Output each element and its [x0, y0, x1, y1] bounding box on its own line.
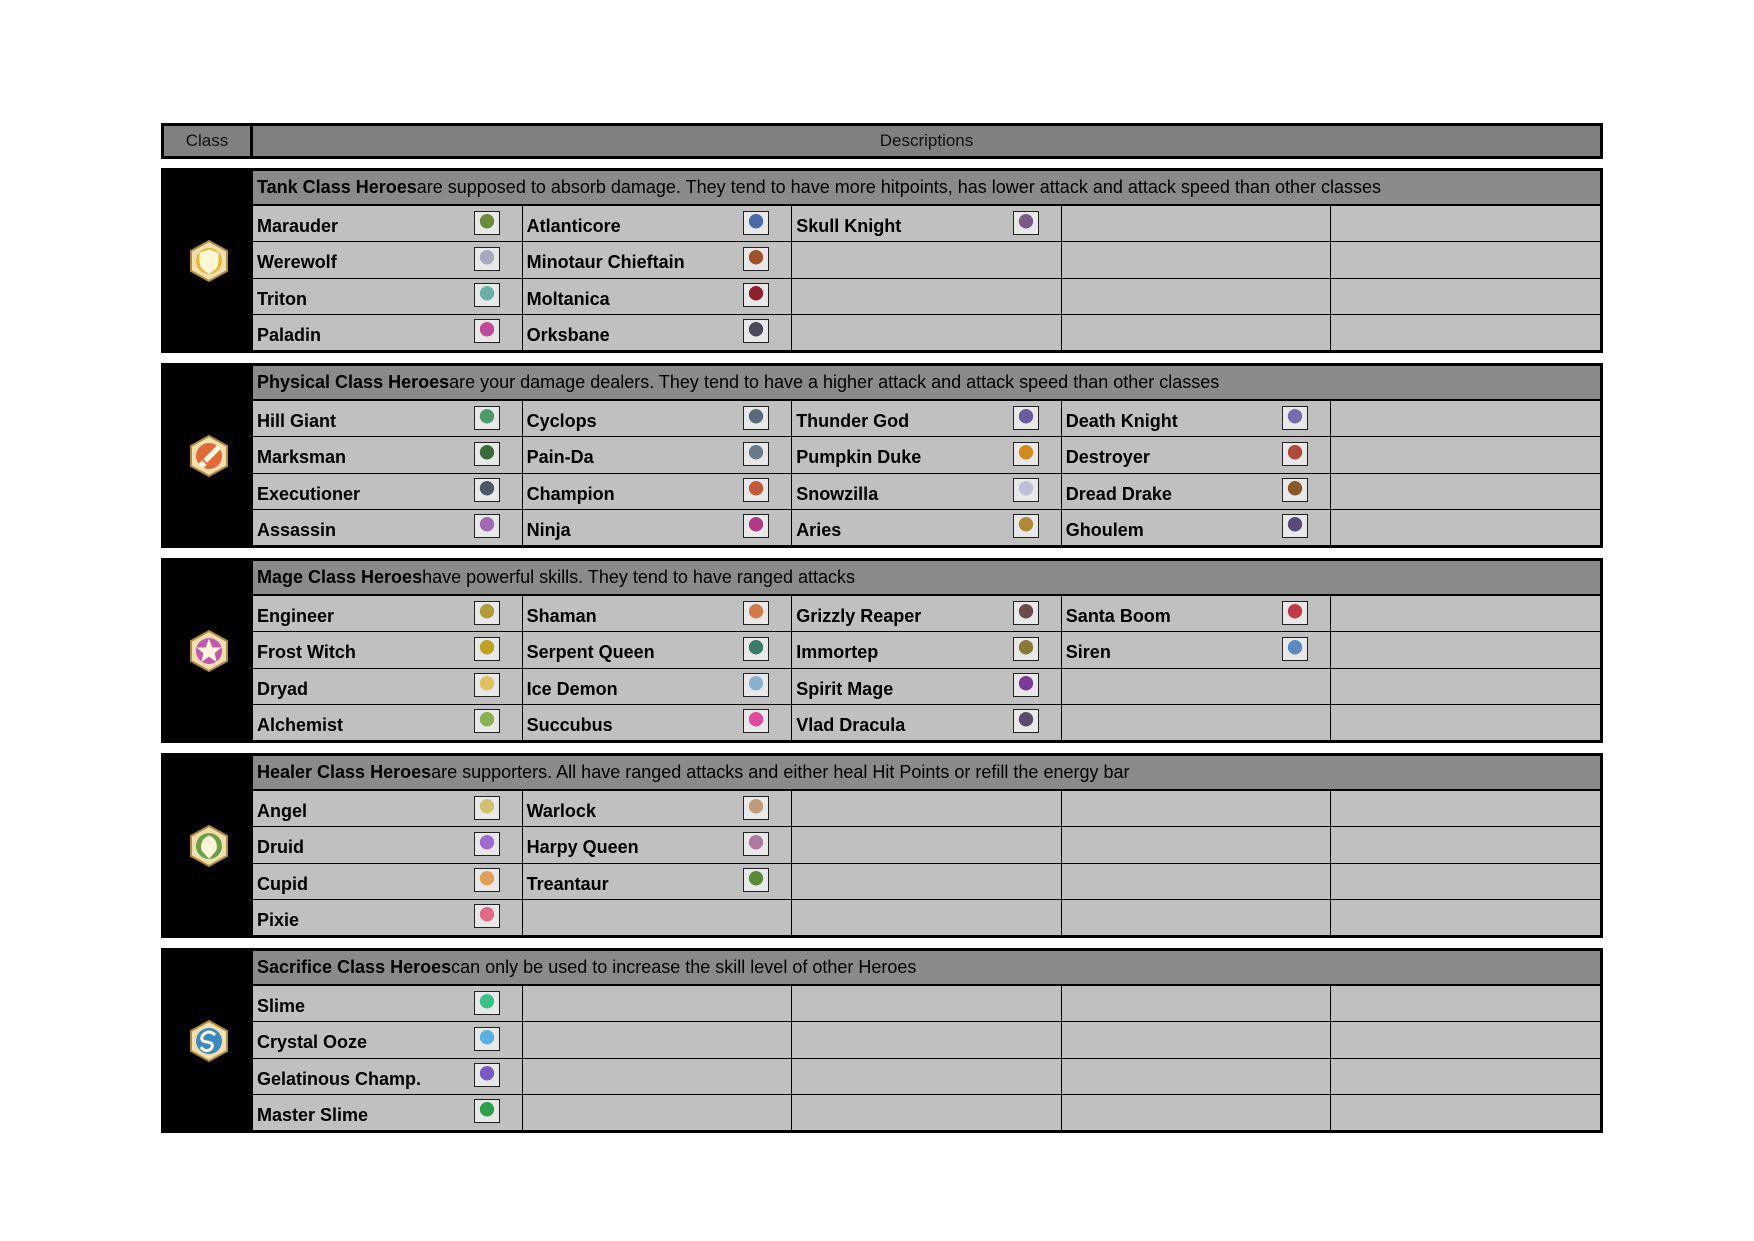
empty-cell — [1331, 827, 1600, 862]
hero-grid — [253, 206, 1600, 350]
hero-cell — [523, 437, 792, 472]
hero-cell — [1062, 474, 1331, 509]
class-title: Healer Class Heroes — [257, 762, 432, 782]
empty-cell — [792, 900, 1061, 935]
empty-cell — [792, 242, 1061, 277]
class-description — [253, 756, 1600, 791]
hero-name: Gelatinous Champ. — [257, 1068, 422, 1089]
hero-portrait-icon — [474, 1063, 500, 1087]
class-section — [161, 753, 1603, 938]
empty-cell — [792, 986, 1061, 1021]
hero-name: Executioner — [257, 483, 361, 504]
hero-name: Death Knight — [1065, 411, 1178, 432]
hero-portrait-icon — [743, 211, 769, 235]
hero-grid — [253, 401, 1600, 545]
hero-cell — [523, 827, 792, 862]
hero-portrait-icon — [474, 406, 500, 430]
hero-cell — [523, 864, 792, 899]
hero-portrait-icon — [1282, 406, 1308, 430]
hero-name: Warlock — [526, 801, 596, 822]
empty-cell — [1331, 596, 1600, 631]
hero-portrait-icon — [474, 601, 500, 625]
hero-portrait-icon — [743, 832, 769, 856]
hero-portrait-icon — [743, 673, 769, 697]
hero-cell — [253, 827, 522, 862]
hero-portrait-icon — [474, 904, 500, 928]
hero-cell — [792, 510, 1061, 545]
hero-portrait-icon — [743, 637, 769, 661]
hero-cell — [253, 791, 522, 826]
hero-portrait-icon — [474, 514, 500, 538]
class-title: Tank Class Heroes — [257, 177, 417, 197]
hero-cell — [1062, 510, 1331, 545]
hero-name: Ice Demon — [526, 678, 618, 699]
empty-cell — [792, 864, 1061, 899]
empty-cell — [792, 827, 1061, 862]
hero-name: Alchemist — [257, 714, 344, 735]
class-content — [253, 171, 1600, 350]
hero-cell — [523, 315, 792, 350]
hero-grid — [253, 791, 1600, 935]
hero-portrait-icon — [743, 868, 769, 892]
hero-portrait-icon — [1013, 442, 1039, 466]
hero-cell — [792, 206, 1061, 241]
class-description-text: can only be used to increase the skill level of other Heroes — [451, 957, 917, 977]
hero-name: Paladin — [257, 324, 322, 345]
empty-cell — [1331, 1022, 1600, 1057]
hero-portrait-icon — [474, 832, 500, 856]
hero-name: Engineer — [257, 606, 335, 627]
empty-cell — [1062, 242, 1331, 277]
empty-cell — [1331, 1095, 1600, 1130]
hero-portrait-icon — [474, 442, 500, 466]
swirl-badge-icon — [187, 1019, 231, 1063]
empty-cell — [1331, 986, 1600, 1021]
hero-portrait-icon — [474, 637, 500, 661]
table-header — [161, 123, 1603, 159]
hero-cell — [523, 791, 792, 826]
hero-name: Ninja — [526, 519, 571, 540]
empty-cell — [523, 1095, 792, 1130]
hero-name: Grizzly Reaper — [796, 606, 922, 627]
class-content — [253, 561, 1600, 740]
hero-cell — [253, 900, 522, 935]
hero-name: Thunder God — [796, 411, 910, 432]
empty-cell — [523, 1059, 792, 1094]
hero-portrait-icon — [474, 1099, 500, 1123]
hero-name: Harpy Queen — [526, 837, 639, 858]
hero-name: Atlanticore — [526, 216, 621, 237]
empty-cell — [1331, 510, 1600, 545]
hero-portrait-icon — [1013, 637, 1039, 661]
hero-name: Orksbane — [526, 324, 610, 345]
empty-cell — [1062, 791, 1331, 826]
empty-cell — [1062, 1022, 1331, 1057]
class-content — [253, 366, 1600, 545]
class-icon-cell — [164, 561, 253, 740]
hero-portrait-icon — [1013, 478, 1039, 502]
hero-name: Siren — [1065, 642, 1111, 663]
hero-cell — [792, 401, 1061, 436]
empty-cell — [1331, 401, 1600, 436]
class-description — [253, 951, 1600, 986]
hero-cell — [253, 596, 522, 631]
hero-portrait-icon — [743, 796, 769, 820]
hero-portrait-icon — [743, 406, 769, 430]
empty-cell — [792, 1095, 1061, 1130]
hero-cell — [523, 669, 792, 704]
class-description-text: are your damage dealers. They tend to have a higher attack and attack speed than other classes — [449, 372, 1220, 392]
hero-cell — [253, 206, 522, 241]
descriptions-column-header: Descriptions — [879, 131, 974, 150]
hero-name: Ghoulem — [1065, 519, 1144, 540]
empty-cell — [1062, 900, 1331, 935]
hero-name: Dread Drake — [1065, 483, 1172, 504]
empty-cell — [1331, 632, 1600, 667]
hero-grid — [253, 596, 1600, 740]
hero-name: Succubus — [526, 714, 613, 735]
empty-cell — [1062, 206, 1331, 241]
hero-name: Hill Giant — [257, 411, 337, 432]
hero-portrait-icon — [743, 283, 769, 307]
class-description-text: have powerful skills. They tend to have ranged attacks — [422, 567, 855, 587]
hero-portrait-icon — [474, 868, 500, 892]
class-column-header: Class — [164, 126, 253, 156]
hero-name: Angel — [257, 801, 308, 822]
hero-cell — [523, 474, 792, 509]
empty-cell — [1331, 474, 1600, 509]
hero-cell — [253, 705, 522, 740]
hero-cell — [253, 1095, 522, 1130]
hero-portrait-icon — [474, 709, 500, 733]
class-section — [161, 558, 1603, 743]
hero-cell — [523, 510, 792, 545]
hero-cell — [253, 986, 522, 1021]
hero-portrait-icon — [474, 796, 500, 820]
hero-portrait-icon — [474, 211, 500, 235]
hero-name: Frost Witch — [257, 642, 356, 663]
hero-name: Druid — [257, 837, 304, 858]
hero-cell — [792, 596, 1061, 631]
hero-cell — [253, 437, 522, 472]
class-sections — [161, 168, 1603, 1133]
hero-cell — [253, 1059, 522, 1094]
hero-portrait-icon — [474, 991, 500, 1015]
hero-portrait-icon — [474, 1027, 500, 1051]
class-description — [253, 561, 1600, 596]
hero-name: Cupid — [257, 873, 308, 894]
hero-portrait-icon — [1013, 601, 1039, 625]
hero-portrait-icon — [1013, 514, 1039, 538]
empty-cell — [1331, 279, 1600, 314]
hero-portrait-icon — [1013, 673, 1039, 697]
hero-portrait-icon — [743, 478, 769, 502]
class-section — [161, 168, 1603, 353]
shield-badge-icon — [187, 239, 231, 283]
hero-cell — [253, 632, 522, 667]
empty-cell — [523, 1022, 792, 1057]
hero-name: Marksman — [257, 447, 347, 468]
empty-cell — [792, 791, 1061, 826]
empty-cell — [1062, 864, 1331, 899]
empty-cell — [523, 986, 792, 1021]
empty-cell — [1062, 1095, 1331, 1130]
hero-name: Pumpkin Duke — [796, 447, 922, 468]
empty-cell — [1331, 1059, 1600, 1094]
hero-portrait-icon — [743, 319, 769, 343]
class-title: Mage Class Heroes — [257, 567, 423, 587]
empty-cell — [1062, 705, 1331, 740]
hero-portrait-icon — [1013, 709, 1039, 733]
hero-portrait-icon — [743, 601, 769, 625]
hero-name: Santa Boom — [1065, 606, 1171, 627]
hero-name: Aries — [796, 519, 842, 540]
empty-cell — [792, 315, 1061, 350]
hero-name: Destroyer — [1065, 447, 1150, 468]
hero-cell — [1062, 401, 1331, 436]
hero-name: Pixie — [257, 909, 300, 930]
class-description — [253, 366, 1600, 401]
hero-cell — [253, 401, 522, 436]
hero-name: Slime — [257, 996, 306, 1017]
hero-portrait-icon — [1013, 211, 1039, 235]
leaf-badge-icon — [187, 824, 231, 868]
hero-name: Master Slime — [257, 1104, 369, 1125]
empty-cell — [1062, 986, 1331, 1021]
empty-cell — [792, 1022, 1061, 1057]
class-title: Physical Class Heroes — [257, 372, 450, 392]
class-icon-cell — [164, 366, 253, 545]
hero-cell — [792, 669, 1061, 704]
hero-cell — [253, 510, 522, 545]
hero-name: Treantaur — [526, 873, 609, 894]
class-description — [253, 171, 1600, 206]
hero-cell — [253, 474, 522, 509]
empty-cell — [1331, 864, 1600, 899]
class-icon-cell — [164, 756, 253, 935]
class-icon-cell — [164, 951, 253, 1130]
hero-name: Shaman — [526, 606, 597, 627]
hero-cell — [523, 401, 792, 436]
hero-name: Immortep — [796, 642, 879, 663]
hero-cell — [253, 279, 522, 314]
empty-cell — [1062, 315, 1331, 350]
hero-name: Spirit Mage — [796, 678, 894, 699]
hero-cell — [253, 669, 522, 704]
hero-name: Crystal Ooze — [257, 1032, 368, 1053]
empty-cell — [1331, 900, 1600, 935]
class-title: Sacrifice Class Heroes — [257, 957, 452, 977]
hero-portrait-icon — [474, 283, 500, 307]
hero-cell — [523, 632, 792, 667]
hero-name: Vlad Dracula — [796, 714, 906, 735]
hero-portrait-icon — [474, 247, 500, 271]
empty-cell — [1331, 315, 1600, 350]
empty-cell — [1331, 791, 1600, 826]
hero-portrait-icon — [743, 247, 769, 271]
hero-name: Pain-Da — [526, 447, 594, 468]
empty-cell — [1062, 1059, 1331, 1094]
hero-cell — [1062, 632, 1331, 667]
hero-portrait-icon — [474, 319, 500, 343]
empty-cell — [1331, 705, 1600, 740]
hero-cell — [523, 596, 792, 631]
hero-cell — [792, 474, 1061, 509]
hero-portrait-icon — [1282, 478, 1308, 502]
hero-name: Skull Knight — [796, 216, 902, 237]
empty-cell — [792, 279, 1061, 314]
hero-cell — [523, 279, 792, 314]
hero-cell — [792, 705, 1061, 740]
hero-portrait-icon — [1282, 637, 1308, 661]
hero-portrait-icon — [1282, 442, 1308, 466]
hero-portrait-icon — [743, 442, 769, 466]
hero-cell — [253, 864, 522, 899]
hero-cell — [523, 242, 792, 277]
hero-cell — [253, 242, 522, 277]
hero-class-table — [161, 123, 1603, 1133]
class-content — [253, 756, 1600, 935]
sword-badge-icon — [187, 434, 231, 478]
hero-portrait-icon — [1013, 406, 1039, 430]
hero-name: Werewolf — [257, 252, 337, 273]
hero-name: Triton — [257, 288, 307, 309]
hero-cell — [792, 437, 1061, 472]
hero-name: Champion — [526, 483, 615, 504]
empty-cell — [523, 900, 792, 935]
hero-name: Marauder — [257, 216, 339, 237]
hero-grid — [253, 986, 1600, 1130]
class-section — [161, 363, 1603, 548]
empty-cell — [1331, 242, 1600, 277]
star-badge-icon — [187, 629, 231, 673]
class-description-text: are supposed to absorb damage. They tend to have more hitpoints, has lower attack and attack speed than other classes — [416, 177, 1382, 197]
empty-cell — [1062, 279, 1331, 314]
class-content — [253, 951, 1600, 1130]
empty-cell — [1331, 437, 1600, 472]
hero-portrait-icon — [474, 673, 500, 697]
hero-name: Serpent Queen — [526, 642, 655, 663]
hero-name: Assassin — [257, 519, 337, 540]
class-icon-cell — [164, 171, 253, 350]
hero-cell — [253, 315, 522, 350]
hero-name: Cyclops — [526, 411, 597, 432]
hero-portrait-icon — [1282, 514, 1308, 538]
hero-cell — [253, 1022, 522, 1057]
hero-name: Minotaur Chieftain — [526, 252, 685, 273]
hero-portrait-icon — [1282, 601, 1308, 625]
hero-cell — [1062, 437, 1331, 472]
hero-portrait-icon — [743, 514, 769, 538]
hero-cell — [792, 632, 1061, 667]
hero-name: Dryad — [257, 678, 309, 699]
hero-name: Moltanica — [526, 288, 610, 309]
hero-cell — [523, 206, 792, 241]
hero-portrait-icon — [474, 478, 500, 502]
class-section — [161, 948, 1603, 1133]
hero-name: Snowzilla — [796, 483, 879, 504]
hero-portrait-icon — [743, 709, 769, 733]
empty-cell — [1062, 669, 1331, 704]
empty-cell — [1331, 206, 1600, 241]
empty-cell — [1331, 669, 1600, 704]
hero-cell — [1062, 596, 1331, 631]
hero-cell — [523, 705, 792, 740]
empty-cell — [1062, 827, 1331, 862]
class-description-text: are supporters. All have ranged attacks and either heal Hit Points or refill the energy bar — [431, 762, 1130, 782]
empty-cell — [792, 1059, 1061, 1094]
